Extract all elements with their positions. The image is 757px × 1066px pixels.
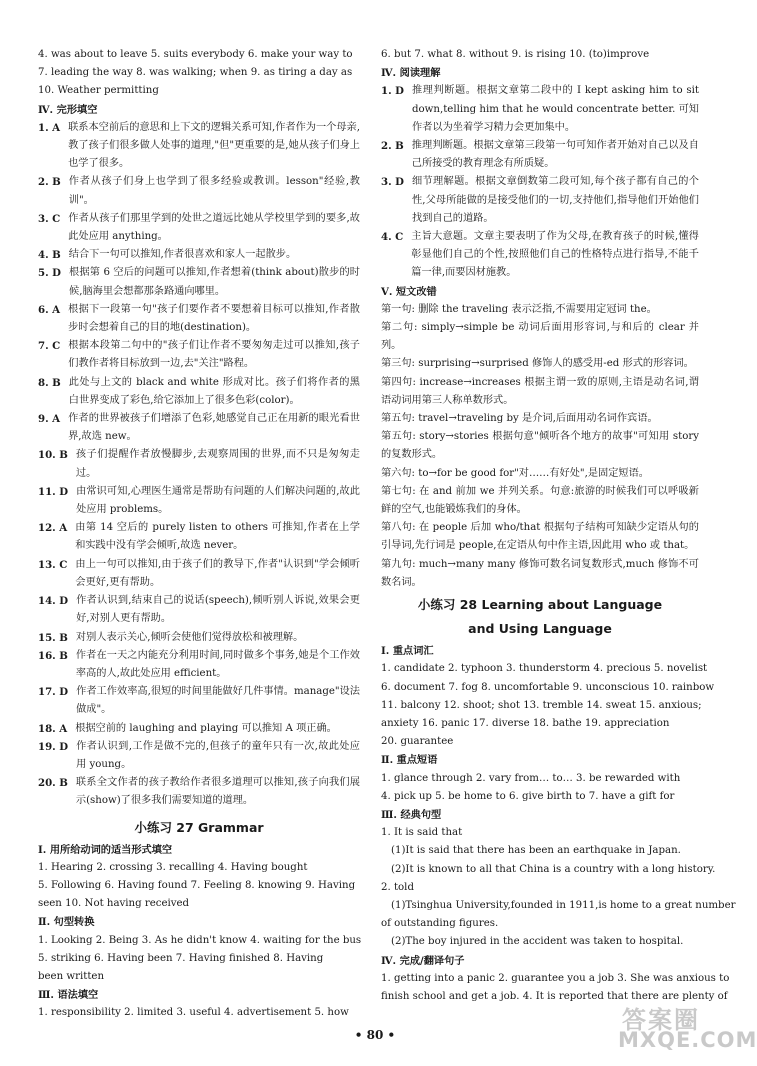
text-line: 1. responsibility 2. limited 3. useful 4. advertisement 5. how <box>38 1007 349 1019</box>
answer-number: 4. B <box>38 249 61 262</box>
section-heading: Ⅳ. 完成/翻译句子 <box>381 954 465 967</box>
section-heading: Ⅴ. 短文改错 <box>381 285 437 298</box>
answer-text: 此处与上文的 black and white 形成对比。孩子们将作者的黑白世界变成了彩色,给它添加上了很多色彩(color)。 <box>68 376 360 406</box>
answer-text: 作者认识到,工作是做不完的,但孩子的童年只有一次,故此处应用 young。 <box>76 740 360 770</box>
answer-item <box>381 519 699 555</box>
answer-text: 第四句: increase→increases 根据主谓一致的原则,主语是动名词,谓语动词用第三人称单数形式。 <box>381 376 699 406</box>
answer-number: 20. B <box>38 777 68 790</box>
text-line: 第三句: surprising→surprised 修饰人的感受用-ed 形式的形容词。 <box>381 358 694 370</box>
text-line: 1. candidate 2. typhoon 3. thunderstorm 4. precious 5. novelist <box>381 663 708 675</box>
text-line: 第五句: travel→traveling by 是介词,后面用动名词作宾语。 <box>381 413 658 425</box>
text-line: (2)The boy injured in the accident was taken to hospital. <box>391 936 684 948</box>
answer-text: 作者的世界被孩子们增添了色彩,她感觉自己正在用新的眼光看世界,故选 new。 <box>68 413 360 443</box>
answer-item <box>38 629 360 647</box>
answer-number: 8. B <box>38 376 61 389</box>
text-line: 20. guarantee <box>381 736 454 748</box>
answer-text: 推理判断题。根据文章第二段中的 I kept asking him to sit down,telling him that he would concentrate better. 可知作者以为坐着学习精力会更加集中。 <box>412 85 699 133</box>
answer-item <box>38 264 360 300</box>
answer-number: 1. A <box>38 121 61 134</box>
answer-item <box>38 592 360 628</box>
answer-text: 根据空前的 laughing and playing 可以推知 A 项正确。 <box>75 722 337 734</box>
answer-number: 11. D <box>38 485 69 498</box>
answer-text: 根据下一段第一句"孩子们要作者不要想着目标可以推知,作者散步时会想着自己的目的地(destination)。 <box>68 303 360 334</box>
answer-item <box>38 683 360 719</box>
exercise-title: 小练习 28 Learning about Language <box>417 597 663 613</box>
answer-item <box>38 556 360 592</box>
answer-item <box>381 173 699 228</box>
answer-text: 由上一句可以推知,由于孩子们的教导下,作者"认识到"学会倾听会更好,更有帮助。 <box>75 558 360 588</box>
answer-number: 4. C <box>381 231 404 244</box>
text-line: (1)It is said that there has been an earthquake in Japan. <box>391 845 681 857</box>
answer-number: 14. D <box>38 595 69 608</box>
section-heading: Ⅱ. 重点短语 <box>381 754 438 767</box>
text-line: (2)It is known to all that China is a country with a long history. <box>391 863 716 875</box>
text-line: 1. It is said that <box>381 827 463 839</box>
text-line: 6. but 7. what 8. without 9. is rising 10. (to)improve <box>381 49 650 60</box>
text-line: 6. document 7. fog 8. uncomfortable 9. unconscious 10. rainbow <box>381 681 715 693</box>
text-line: 4. was about to leave 5. suits everybody 6. make your way to <box>38 49 353 60</box>
text-line: 1. glance through 2. vary from… to… 3. be rewarded with <box>381 772 681 784</box>
answer-text: 联系全文作者的孩子教给作者很多道理可以推知,孩子向我们展示(show)了很多我们需要知道的道理。 <box>75 777 360 807</box>
answer-item <box>38 410 360 446</box>
answer-text: 主旨大意题。文章主要表明了作为父母,在教育孩子的时候,懂得彰显他们自己的个性,按照他们自己的性格特点进行指导,不能千篇一律,而要因材施教。 <box>411 231 699 279</box>
text-line: 1. getting into a panic 2. guarantee you a job 3. She was anxious to <box>381 972 730 984</box>
section-heading: Ⅳ. 阅读理解 <box>381 67 441 80</box>
answer-number: 3. D <box>381 176 405 189</box>
exercise-title: 小练习 27 Grammar <box>134 819 264 835</box>
right-column <box>381 46 736 1006</box>
answer-item <box>38 720 360 738</box>
answer-text: 第二句: simply→simple be 动词后面用形容词,与和后的 clear 并列。 <box>381 322 699 352</box>
answer-number: 13. C <box>38 558 68 571</box>
answer-number: 15. B <box>38 631 68 644</box>
answer-item <box>38 483 360 519</box>
answer-item <box>38 446 360 482</box>
answer-text: 由第 14 空后的 purely listen to others 可推知,作者在上学和实践中没有学会倾听,故选 never。 <box>75 522 360 552</box>
answer-number: 12. A <box>38 522 68 535</box>
section-heading: Ⅰ. 重点词汇 <box>381 645 434 658</box>
answer-item <box>38 647 360 683</box>
answer-item <box>38 337 360 373</box>
answer-text: 联系本空前后的意思和上下文的逻辑关系可知,作者作为一个母亲,教了孩子们很多做人处事的道理,"但"更重要的是,她从孩子们身上也学了很多。 <box>68 121 360 170</box>
answer-text: 由常识可知,心理医生通常是帮助有问题的人们解决问题的,故此处应用 problems。 <box>76 485 360 516</box>
answer-item <box>381 137 699 173</box>
text-line: anxiety 16. panic 17. diverse 18. bathe 19. appreciation <box>381 717 670 729</box>
answer-number: 3. C <box>38 212 61 225</box>
answer-item <box>38 774 360 810</box>
answer-number: 6. A <box>38 303 61 316</box>
answer-text: 细节理解题。根据文章倒数第二段可知,每个孩子都有自己的个性,父母所能做的是接受他们的一切,支持他们,指导他们开始他们找到自己的道路。 <box>412 176 699 224</box>
text-line: 2. told <box>381 881 414 893</box>
text-line: finish school and get a job. 4. It is reported that there are plenty of <box>381 990 728 1002</box>
answer-item <box>38 301 360 337</box>
text-line: been written <box>38 970 105 982</box>
exercise-title: and Using Language <box>468 621 612 637</box>
text-line: 4. pick up 5. be home to 6. give birth to 7. have a gift for <box>381 790 675 802</box>
answer-text: 结合下一句可以推知,作者很喜欢和家人一起散步。 <box>68 249 297 261</box>
answer-item <box>38 173 360 209</box>
answer-text: 作者从孩子们那里学到的处世之道远比她从学校里学到的要多,故此处应用 anything。 <box>68 212 360 243</box>
answer-text: 第七句: 在 and 前加 we 并列关系。句意:旅游的时候我们可以呼吸新鲜的空气,也能锻炼我们的身体。 <box>381 485 699 516</box>
section-heading: Ⅲ. 经典句型 <box>381 808 442 821</box>
answer-number: 5. D <box>38 267 62 280</box>
text-line: 7. leading the way 8. was walking; when 9. as tiring a day as <box>38 67 353 79</box>
answer-item <box>381 374 699 410</box>
text-line: 1. Looking 2. Being 3. As he didn't know 4. waiting for the bus <box>38 934 362 946</box>
answer-text: 根据第 6 空后的问题可以推知,作者想着(think about)散步的时候,脑海里会想都那条路通向哪里。 <box>69 267 360 297</box>
answer-item <box>38 738 360 774</box>
text-line: 5. striking 6. Having been 7. Having finished 8. Having <box>38 952 324 964</box>
answer-text: 对别人表示关心,倾听会使他们觉得放松和被理解。 <box>75 631 304 643</box>
answer-text: 孩子们提醒作者放慢脚步,去观察周围的世界,而不只是匆匆走过。 <box>75 449 360 479</box>
text-line: (1)Tsinghua University,founded in 1911,is home to a great number <box>391 899 736 911</box>
text-line: of outstanding figures. <box>381 918 499 930</box>
answer-item <box>381 319 699 355</box>
left-column <box>38 46 360 1023</box>
answer-item <box>38 519 360 555</box>
answer-text: 第八句: 在 people 后加 who/that 根据句子结构可知缺少定语从句的引导词,先行词是 people,在定语从句中作主语,因此用 who 或 that。 <box>381 522 699 552</box>
answer-text: 第五句: story→stories 根据句意"倾听各个地方的故事"可知用 story 的复数形式。 <box>381 431 699 461</box>
answer-item <box>381 428 699 464</box>
answer-text: 根据本段第二句中的"孩子们让作者不要匆匆走过可以推知,孩子们教作者将目标放到一边,去"关注"路程。 <box>68 340 360 370</box>
answer-number: 1. D <box>381 85 405 98</box>
text-line: 第六句: to→for be good for"对……有好处",是固定短语。 <box>381 467 649 479</box>
answer-item <box>38 374 360 410</box>
text-line: seen 10. Not having received <box>38 898 190 910</box>
page-number: • 80 • <box>354 1028 396 1042</box>
answer-text: 推理判断题。根据文章第三段第一句可知作者开始对自己以及自己所接受的教育理念有所质疑。 <box>411 140 699 170</box>
text-line: 11. balcony 12. shoot; shot 13. tremble 14. sweat 15. anxious; <box>381 699 702 711</box>
answer-number: 17. D <box>38 686 69 699</box>
text-line: 第一句: 删除 the traveling 表示泛指,不需要用定冠词 the。 <box>381 303 657 315</box>
answer-item <box>381 228 699 283</box>
answer-number: 16. B <box>38 649 68 662</box>
answer-number: 19. D <box>38 740 69 753</box>
answer-number: 10. B <box>38 449 68 462</box>
section-heading: Ⅰ. 用所给动词的适当形式填空 <box>38 843 173 856</box>
answer-text: 第九句: much→many many 修饰可数名词复数形式,much 修饰不可数名词。 <box>381 558 699 588</box>
answer-number: 2. B <box>381 140 404 153</box>
answer-item <box>381 556 699 592</box>
watermark-logo <box>600 1000 757 1056</box>
answer-number: 7. C <box>38 340 61 353</box>
watermark-text-cn: 答案圈 <box>622 1006 700 1034</box>
text-line: 5. Following 6. Having found 7. Feeling 8. knowing 9. Having <box>38 879 356 891</box>
section-heading: Ⅳ. 完形填空 <box>38 103 98 116</box>
answer-item <box>38 119 360 174</box>
answer-item <box>38 246 360 264</box>
text-line: 10. Weather permitting <box>38 85 159 97</box>
answer-number: 18. A <box>38 722 68 735</box>
text-line: 1. Hearing 2. crossing 3. recalling 4. Having bought <box>38 861 308 873</box>
answer-text: 作者认识到,结束自己的说话(speech),倾听别人诉说,效果会更好,对别人更有帮助。 <box>76 595 360 625</box>
answer-item <box>381 483 699 519</box>
answer-text: 作者从孩子们身上也学到了很多经验或教训。lesson"经验,教训"。 <box>68 176 360 206</box>
answer-text: 作者在一天之内能充分利用时间,同时做多个事务,她是个工作效率高的人,故此处应用 efficient。 <box>75 649 360 679</box>
answer-number: 9. A <box>38 413 61 426</box>
answer-item <box>38 210 360 246</box>
answer-item <box>381 82 699 137</box>
answer-text: 作者工作效率高,很短的时间里能做好几件事情。manage"设法做成"。 <box>76 686 360 716</box>
watermark-text-url: MXQE.COM <box>618 1028 757 1052</box>
answer-number: 2. B <box>38 176 61 189</box>
section-heading: Ⅱ. 句型转换 <box>38 916 95 929</box>
section-heading: Ⅲ. 语法填空 <box>38 989 99 1002</box>
